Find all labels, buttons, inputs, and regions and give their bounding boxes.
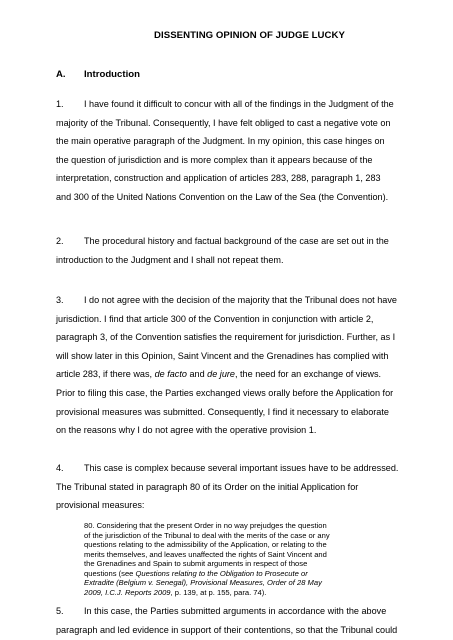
- paragraph-4: [56, 459, 402, 515]
- section-number: A.: [56, 69, 66, 80]
- paragraph-line: and 300 of the United Nations Convention on the Law of the Sea (the Convention).: [56, 191, 389, 202]
- paragraph-line: the question of jurisdiction and is more complex than it appears because of the: [56, 154, 373, 165]
- paragraph-line: 3. I do not agree with the decision of the majority that the Tribunal does not have: [56, 291, 402, 310]
- paragraph-number: 4.: [56, 463, 64, 473]
- paragraph-line: article 283, if there was, de facto and de jure, the need for an exchange of views.: [56, 369, 382, 380]
- paragraph-5: [56, 602, 402, 639]
- quote-line: Extradite (Belgium v. Senegal), Provisional Measures, Order of 28 May: [84, 578, 322, 588]
- paragraph-line: interpretation, construction and application of articles 283, 288, paragraph 1, 283: [56, 173, 381, 184]
- paragraph-line: The Tribunal stated in paragraph 80 of its Order on the initial Application for: [56, 481, 359, 492]
- paragraph-number: 5.: [56, 606, 64, 616]
- paragraph-line: will show later in this Opinion, Saint Vincent and the Grenadines has complied with: [56, 350, 389, 361]
- paragraph-number: 3.: [56, 295, 64, 305]
- paragraph-line: paragraph and led evidence in support of their contentions, so that the Tribunal could: [56, 624, 398, 635]
- section-heading: [56, 69, 140, 80]
- quote-line: the Grenadines and Spain to submit arguments in respect of those: [84, 559, 308, 569]
- paragraph-3: [56, 291, 402, 440]
- paragraph-line: jurisdiction. I find that article 300 of the Convention in conjunction with article 2,: [56, 313, 374, 324]
- paragraph-line: 4. This case is complex because several important issues have to be addressed.: [56, 459, 402, 478]
- paragraph-line: provisional measures:: [56, 500, 145, 511]
- paragraph-number: 1.: [56, 99, 64, 109]
- quote-line: questions relating to the admissibility of the Application, or relating to the: [84, 540, 327, 550]
- paragraph-line: the main operative paragraph of the Judgment. In my opinion, this case hinges on: [56, 136, 385, 147]
- paragraph-2: [56, 232, 402, 269]
- paragraph-line: introduction to the Judgment and I shall not repeat them.: [56, 254, 284, 265]
- paragraph-number: 2.: [56, 236, 64, 246]
- quote-line: 2009, I.C.J. Reports 2009, p. 139, at p. 155, para. 74).: [84, 587, 267, 597]
- block-quote: [84, 521, 400, 597]
- paragraph-line: 2. The procedural history and factual background of the case are set out in the: [56, 232, 402, 251]
- paragraph-line: Prior to filing this case, the Parties exchanged views orally before the Application for: [56, 387, 394, 398]
- section-title: Introduction: [84, 69, 140, 80]
- paragraph-line: provisional measures was submitted. Consequently, I find it necessary to elaborate: [56, 406, 389, 417]
- paragraph-line: paragraph 3, of the Convention satisfies the requirement for jurisdiction. Further, as I: [56, 332, 396, 343]
- paragraph-line: 1. I have found it difficult to concur with all of the findings in the Judgment of the: [56, 95, 402, 114]
- quote-line: of the jurisdiction of the Tribunal to deal with the merits of the case or any: [84, 530, 330, 540]
- quote-line: questions (see Questions relating to the Obligation to Prosecute or: [84, 568, 308, 578]
- paragraph-1: [56, 95, 402, 207]
- paragraph-line: 5. In this case, the Parties submitted arguments in accordance with the above: [56, 602, 402, 621]
- paragraph-line: on the reasons why I do not agree with the operative provision 1.: [56, 425, 317, 436]
- document-title: DISSENTING OPINION OF JUDGE LUCKY: [154, 30, 345, 41]
- quote-line: merits themselves, and leaves unaffected the rights of Saint Vincent and: [84, 549, 327, 559]
- quote-line: 80. Considering that the present Order in no way prejudges the question: [84, 521, 327, 530]
- paragraph-line: majority of the Tribunal. Consequently, I have felt obliged to cast a negative vote on: [56, 117, 391, 128]
